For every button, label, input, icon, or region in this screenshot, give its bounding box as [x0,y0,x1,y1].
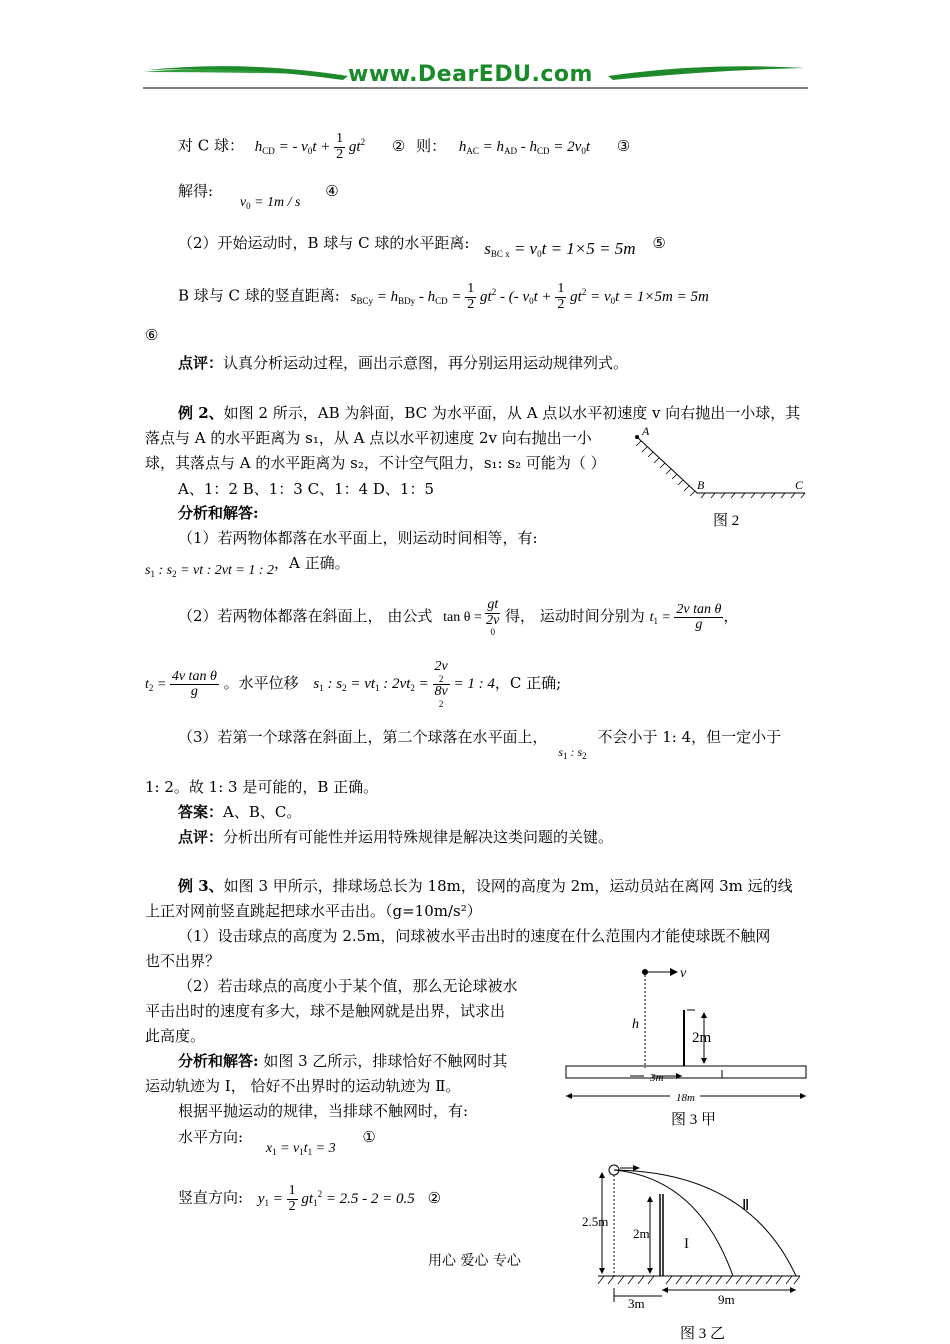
page-footer: 用心 爱心 专心 [428,1253,521,1269]
horizontal-eq: 水平方向: $x_1 = v_1t_1 = 3$ ① [178,1128,376,1157]
comment-text: 认真分析运动过程，画出示意图，再分别运用运动规律列式。 [223,354,629,372]
example-3-q1-line2: 也不出界？ [145,952,221,970]
eq-marker-2b: ② [427,1188,442,1207]
analysis-2-line1 [178,1050,507,1071]
example-2-line2: 落点与 A 的水平距离为 s₁，从 A 点以水平初速度 2v 向右抛出一小 [145,429,592,447]
fig3b-label-ii: Ⅱ [742,1198,750,1214]
eq-marker-6: ⑥ [145,326,159,344]
fig3a-caption: 图 3 甲 [671,1112,717,1128]
example-3-q2-line2: 平击出时的速度有多大，球不是触网就是出界，试求出 [145,1002,506,1020]
fig2-label-a: A [642,425,650,438]
case-1-eq: $s_1$ : $s_2$ = vt : 2vt = 1 : 2，A 正确。 [145,554,350,579]
case-2b-line: $t_2$ = $\frac{\text{4v tan θ}}{g}$ 。水平位移 $s_1$ : $s_2 = vt_1$ : $2vt_2$ = 2v 2 8v 2 = 1 : 4，C 正确; [145,659,562,709]
case-2-tail: ， [723,607,739,626]
vertical-distance-line: B 球与 C 球的竖直距离: $s_{BCy} = h_{BDy} - h_{CD}$ = $\frac{1}{2}$ $gt^2$ - (- $v_0t$ + $\frac{1}{2}$ $gt^2 = v_0t = 1\times 5m = 5m$ [178,281,709,312]
example-2-line1 [178,402,800,423]
horizontal-distance-text: （2）开始运动时，B 球与 C 球的水平距离: [178,234,470,252]
figure-2 [625,425,810,535]
eq-marker-2: ② [391,136,406,155]
example-label: 例 3、 [178,877,224,895]
answer-line [178,801,301,822]
case-1-tail: ，A 正确。 [274,554,350,572]
case-2-line: （2）若两物体都落在斜面上， 由公式 tan θ = gt 2v 0 得， 运动时间分别为 $t_1$ = $\frac{\text{2v tan θ}}{g}$ ， [178,597,739,638]
case-3-line: （3）若第一个球落在斜面上，第二个球落在水平面上， $_{s_1 : s_2}$ 不会小于 1: 4，但一定小于 [178,728,782,761]
example-3-line1 [178,875,793,896]
case-3-line2: 1: 2。故 1: 3 是可能的，B 正确。 [145,778,379,796]
fig2-label-b: B [697,478,705,492]
comment-label: 点评： [178,354,224,372]
rule-line: 根据平抛运动的规律，当排球不触网时，有: [178,1102,469,1120]
para-2: （2）开始运动时，B 球与 C 球的水平距离: $s_{BC x} = v_0t = 1\times 5 = 5m$ ⑤ [178,234,666,259]
vertical-eq: 竖直方向: $y_1$ = $\frac{1}{2}$ $gt_1^2 = 2.5 - 2 = 0.5$ ② [178,1183,442,1214]
eq-marker-4: ④ [325,182,339,200]
example-3-q1-line1: （1）设击球点的高度为 2.5m，问球被水平击出时的速度在什么范围内才能使球既不触网 [178,927,771,945]
comment-text: 分析出所有可能性并运用特殊规律是解决这类问题的关键。 [223,828,614,846]
example-text: 如图 2 所示，AB 为斜面，BC 为水平面，从 A 点以水平初速度 v 向右抛出一小球，其 [223,404,801,422]
c-ball-label: 对 C 球： [178,136,245,155]
case-3-tail: 不会小于 1: 4，但一定小于 [597,728,782,746]
example-3-line2: 上正对网前竖直跳起把球水平击出。（g=10m/s²） [145,902,482,920]
example-3-q2-line1: （2）若击球点的高度小于某个值，那么无论球被水 [178,977,518,995]
vertical-label: 竖直方向: [178,1188,244,1207]
answer-text: A、B、C。 [223,803,302,821]
fig3b-label-3m: 3m [628,1296,645,1311]
example-2-options: A、1：2 B、1：3 C、1：4 D、1：5 [178,480,435,498]
answer-label: 答案： [178,803,224,821]
horizontal-label: 水平方向: [178,1128,244,1146]
case-3-text: （3）若第一个球落在斜面上，第二个球落在水平面上， [178,728,548,746]
analysis-text: 如图 3 乙所示，排球恰好不触网时其 [258,1052,508,1070]
fig3b-label-2m: 2m [633,1226,650,1241]
case-2-mid: 得， 运动时间分别为 [505,607,645,626]
figure-3a [560,958,810,1130]
then-label: 则： [416,136,447,155]
analysis-2-line2: 运动轨迹为 Ⅰ， 恰好不出界时的运动轨迹为 Ⅱ。 [145,1077,461,1095]
eq-marker-3: ③ [616,136,631,155]
fig3b-label-i: I [684,1236,689,1252]
fig3a-label-3m: 3m [650,1072,664,1084]
fig3a-label-2m: 2m [692,1030,712,1046]
case-2b-mid: 。水平位移 [223,674,299,693]
case-2-text: （2）若两物体都落在斜面上， 由公式 [178,607,433,626]
fig3b-caption: 图 3 乙 [680,1326,726,1342]
header-logo[interactable]: www.DearEDU.com [348,62,593,87]
fig3b-label-2-5m: 2.5m [582,1214,609,1229]
comment-1 [178,352,628,373]
comment-label: 点评： [178,828,224,846]
solve-label: 解得: [178,182,214,200]
example-label: 例 2、 [178,404,224,422]
example-3-q2-line3: 此高度。 [145,1027,206,1045]
fig2-caption: 图 2 [713,513,740,529]
fig3a-label-v: v [680,966,687,981]
fig3a-label-h: h [632,1017,639,1032]
fig3a-label-18m: 18m [676,1092,695,1104]
case-2b-tail: ，C 正确; [494,674,562,693]
fig3b-label-9m: 9m [718,1292,735,1307]
eq-marker-5: ⑤ [652,234,666,252]
eq-marker-1: ① [362,1128,376,1146]
comment-2 [178,826,613,847]
analysis-label: 分析和解答: [178,504,259,522]
solve-line: 解得: $v_0 = 1m / s$ ④ [178,182,339,211]
example-2-line3: 球，其落点与 A 的水平距离为 s₂，不计空气阻力，s₁: s₂ 可能为（ ） [145,454,606,472]
page-header [143,58,808,92]
fig2-label-c: C [795,478,804,492]
vertical-distance-text: B 球与 C 球的竖直距离: [178,286,340,305]
example-text: 如图 3 甲所示，排球场总长为 18m，设网的高度为 2m，运动员站在离网 3m 远的线 [223,877,793,895]
analysis-label: 分析和解答: [178,1052,259,1070]
case-1-text: （1）若两物体都落在水平面上，则运动时间相等，有: [178,529,538,547]
figure-3b [578,1158,813,1342]
eq-c-ball: 对 C 球： $h_{CD}$ = - $v_0t$ + $\frac{1}{2}$ $gt^2$ ② 则： $h_{AC} = h_{AD} - h_{CD} = 2v_0t$ ③ [178,131,631,162]
